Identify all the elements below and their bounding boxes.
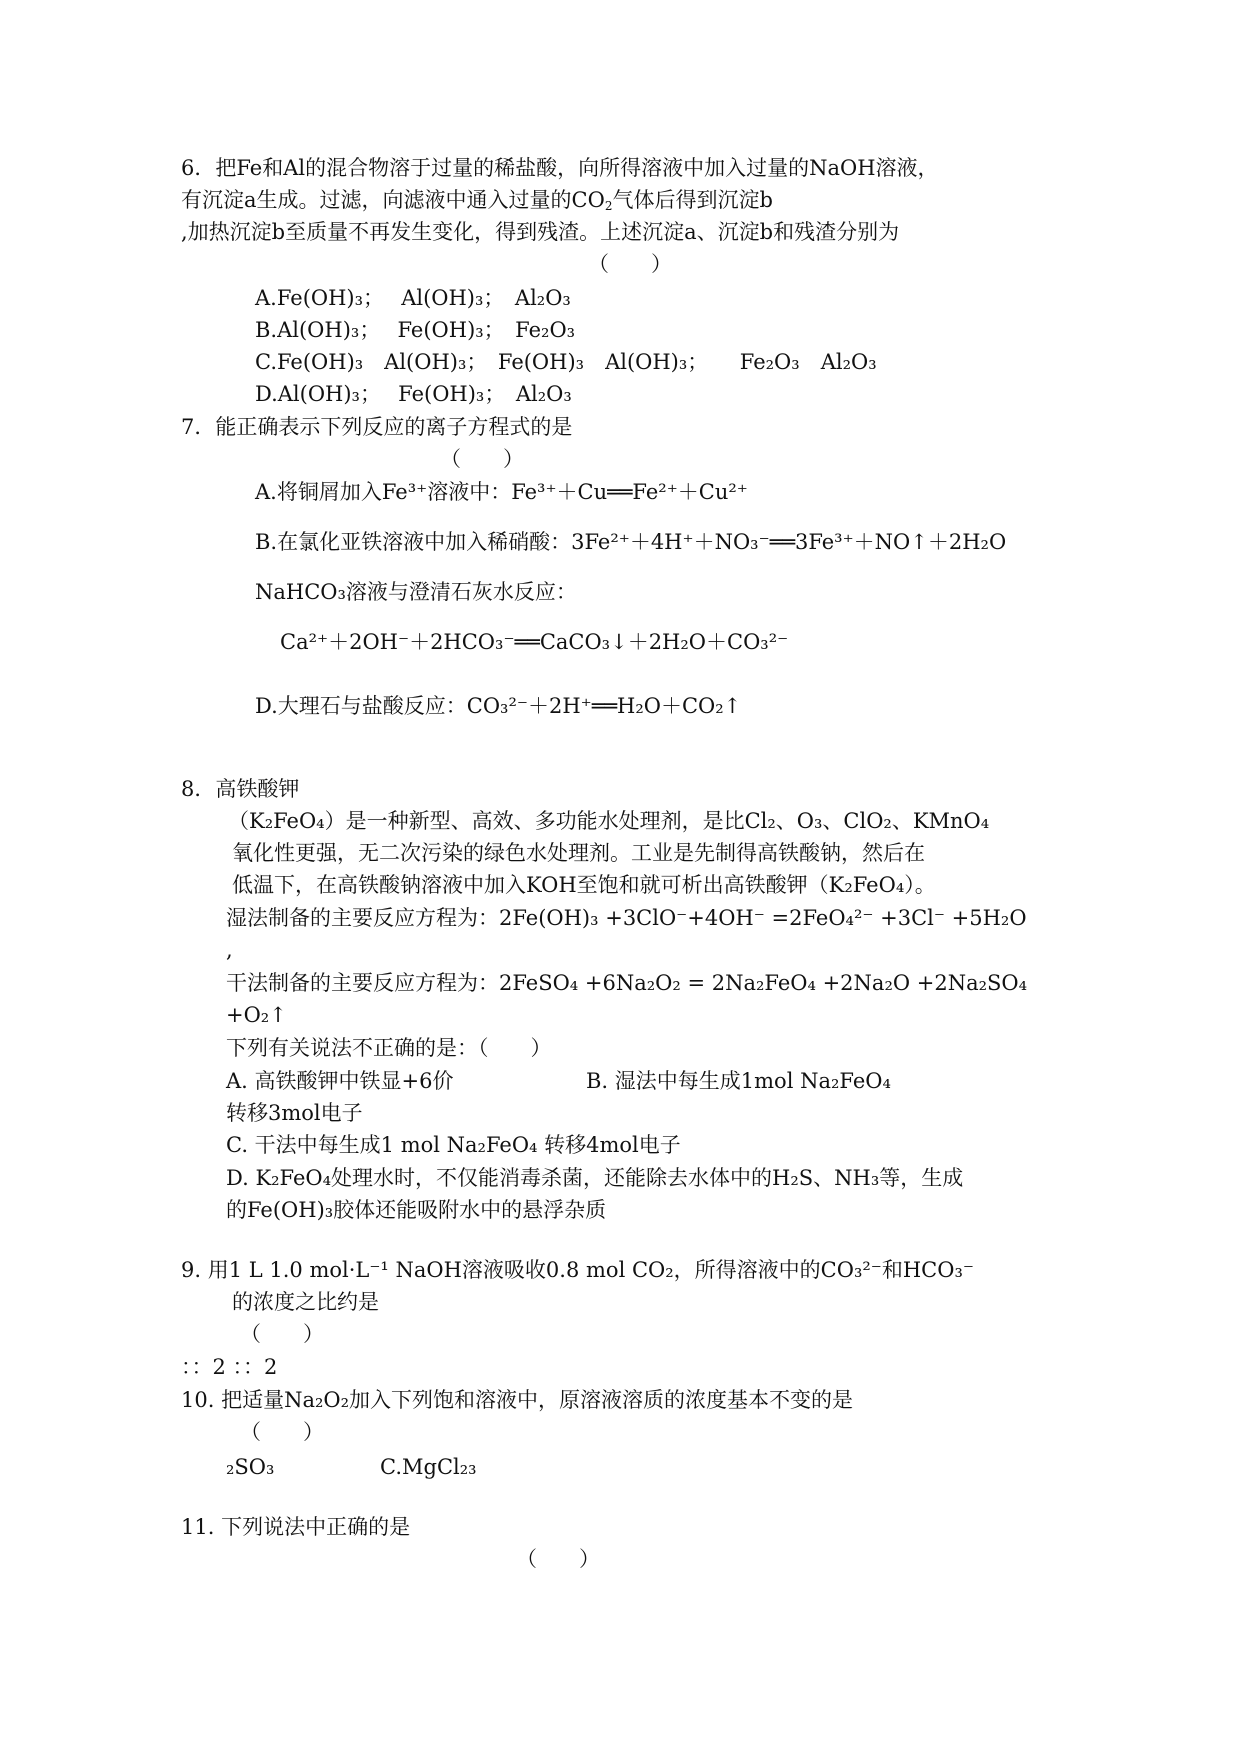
q8-stem-line1: 8．高铁酸钾 <box>181 777 300 801</box>
q6-option-d: D.Al(OH)₃； Fe(OH)₃； Al₂O₃ <box>255 382 572 406</box>
q8-stem-line2: （K₂FeO₄）是一种新型、高效、多功能水处理剂，是比Cl₂、O₃、ClO₂、KMnO₄ <box>228 809 990 833</box>
q6-option-c: C.Fe(OH)₃ Al(OH)₃； Fe(OH)₃ Al(OH)₃； Fe₂O₃ Al₂O₃ <box>255 350 877 374</box>
q6-answer-paren: （ ） <box>588 252 672 276</box>
q6-option-a: A.Fe(OH)₃； Al(OH)₃； Al₂O₃ <box>255 286 571 310</box>
q11-stem: 11. 下列说法中正确的是 <box>181 1515 411 1539</box>
q8-wet-method-comma: , <box>226 938 233 962</box>
q10-option-1: ₂SO₃ <box>226 1455 275 1479</box>
q10-stem: 10. 把适量Na₂O₂加入下列饱和溶液中，原溶液溶质的浓度基本不变的是 <box>181 1388 854 1412</box>
q9-options: ：：2 ：：2 <box>181 1355 278 1379</box>
q8-stem-line3: 氧化性更强，无二次污染的绿色水处理剂。工业是先制得高铁酸钠，然后在 <box>232 841 925 865</box>
q9-stem-line1: 9. 用1 L 1.0 mol·L⁻¹ NaOH溶液吸收0.8 mol CO₂，所得溶液中的CO₃²⁻和HCO₃⁻ <box>181 1258 974 1282</box>
q8-option-a: A. 高铁酸钾中铁显+6价 <box>226 1069 454 1093</box>
q7-option-d: D.大理石与盐酸反应：CO₃²⁻＋2H⁺══H₂O＋CO₂↑ <box>255 694 742 718</box>
q8-option-c: C. 干法中每生成1 mol Na₂FeO₄ 转移4mol电子 <box>226 1133 681 1157</box>
q11-answer-paren: （ ） <box>516 1547 600 1571</box>
q7-option-c-equation: Ca²⁺＋2OH⁻＋2HCO₃⁻══CaCO₃↓＋2H₂O＋CO₃²⁻ <box>280 630 789 654</box>
q6-stem-line2 <box>181 186 773 214</box>
q7-stem: 7．能正确表示下列反应的离子方程式的是 <box>181 415 573 439</box>
q6-option-b: B.Al(OH)₃； Fe(OH)₃； Fe₂O₃ <box>255 318 576 342</box>
q8-option-b: B. 湿法中每生成1mol Na₂FeO₄ <box>586 1069 891 1093</box>
q6-stem-line2-b: 气体后得到沉淀b <box>612 188 773 212</box>
q7-option-b: B.在氯化亚铁溶液中加入稀硝酸：3Fe²⁺＋4H⁺＋NO₃⁻══3Fe³⁺＋NO↑＋2H₂O <box>255 530 1007 554</box>
q10-option-c: C.MgCl₂₃ <box>380 1455 477 1479</box>
q9-stem-line2: 的浓度之比约是 <box>232 1290 379 1314</box>
q8-stem-line4: 低温下，在高铁酸钠溶液中加入KOH至饱和就可析出高铁酸钾（K₂FeO₄）。 <box>232 873 936 897</box>
q7-answer-paren: （ ） <box>440 447 524 471</box>
q6-stem-line2-sub: 2 <box>604 199 613 213</box>
q8-wet-method-equation: 湿法制备的主要反应方程为：2Fe(OH)₃ +3ClO⁻+4OH⁻ =2FeO₄²⁻ +3Cl⁻ +5H₂O <box>226 906 1027 930</box>
q7-option-c-label: NaHCO₃溶液与澄清石灰水反应： <box>255 580 577 604</box>
q8-option-d-line2: 的Fe(OH)₃胶体还能吸附水中的悬浮杂质 <box>226 1198 607 1222</box>
q8-dry-method-equation: 干法制备的主要反应方程为：2FeSO₄ +6Na₂O₂ = 2Na₂FeO₄ +2Na₂O +2Na₂SO₄ <box>226 971 1028 995</box>
q6-stem-line2-a: 有沉淀a生成。过滤，向滤液中通入过量的CO <box>181 188 605 212</box>
q8-dry-method-o2: +O₂↑ <box>226 1003 287 1027</box>
q9-answer-paren: （ ） <box>240 1322 324 1346</box>
q6-stem-line3: ,加热沉淀b至质量不再发生变化，得到残渣。上述沉淀a、沉淀b和残渣分别为 <box>181 220 900 244</box>
q10-answer-paren: （ ） <box>240 1420 324 1444</box>
q8-question: 下列有关说法不正确的是：（ ） <box>226 1036 552 1060</box>
q8-option-b-cont: 转移3mol电子 <box>226 1101 363 1125</box>
q8-option-d-line1: D. K₂FeO₄处理水时，不仅能消毒杀菌，还能除去水体中的H₂S、NH₃等，生成 <box>226 1166 964 1190</box>
q7-option-a: A.将铜屑加入Fe³⁺溶液中：Fe³⁺＋Cu══Fe²⁺＋Cu²⁺ <box>255 480 748 504</box>
q6-stem-line1: 6．把Fe和Al的混合物溶于过量的稀盐酸，向所得溶液中加入过量的NaOH溶液， <box>181 156 939 180</box>
